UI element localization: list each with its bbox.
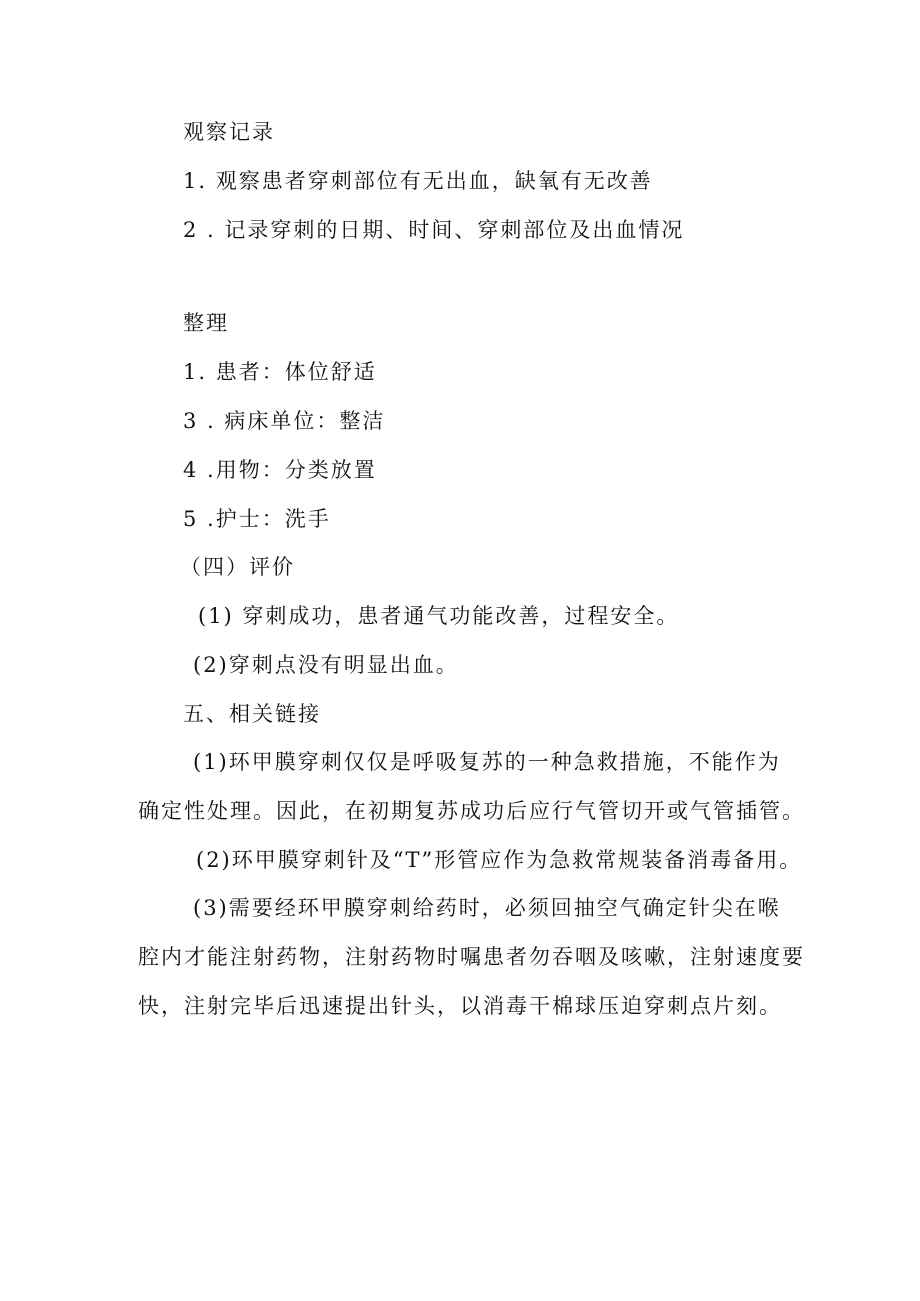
- eval-item-2: (2)穿刺点没有明显出血。: [193, 653, 459, 677]
- links-p3-line2: 腔内才能注射药物，注射药物时嘱患者勿吞咽及咳嗽，注射速度要: [138, 945, 805, 969]
- observe-item-1: 1. 观察患者穿刺部位有无出血，缺氧有无改善: [183, 169, 653, 193]
- section-title-links: 五、相关链接: [183, 702, 321, 726]
- links-p3-line3: 快，注射完毕后迅速提出针头，以消毒干棉球压迫穿刺点片刻。: [138, 994, 782, 1018]
- eval-item-1: (1) 穿刺成功，患者通气功能改善，过程安全。: [198, 604, 680, 628]
- tidy-item-1: 1. 患者：体位舒适: [183, 360, 377, 384]
- links-p1-line1: (1)环甲膜穿刺仅仅是呼吸复苏的一种急救措施，不能作为: [193, 750, 781, 774]
- links-p2-line1: (2)环甲膜穿刺针及“T”形管应作为急救常规装备消毒备用。: [196, 848, 803, 872]
- tidy-item-3: 3 . 病床单位：整洁: [183, 409, 386, 433]
- section-title-tidy: 整理: [183, 311, 229, 335]
- section-title-observe: 观察记录: [183, 120, 275, 144]
- observe-item-2: 2 . 记录穿刺的日期、时间、穿刺部位及出血情况: [183, 218, 685, 242]
- tidy-item-4: 4 .用物：分类放置: [183, 458, 377, 482]
- links-p3-line1: (3)需要经环甲膜穿刺给药时，必须回抽空气确定针尖在喉: [193, 896, 781, 920]
- section-title-eval: （四）评价: [180, 555, 295, 579]
- links-p1-line2: 确定性处理。因此，在初期复苏成功后应行气管切开或气管插管。: [138, 799, 805, 823]
- tidy-item-5: 5 .护士：洗手: [183, 507, 331, 531]
